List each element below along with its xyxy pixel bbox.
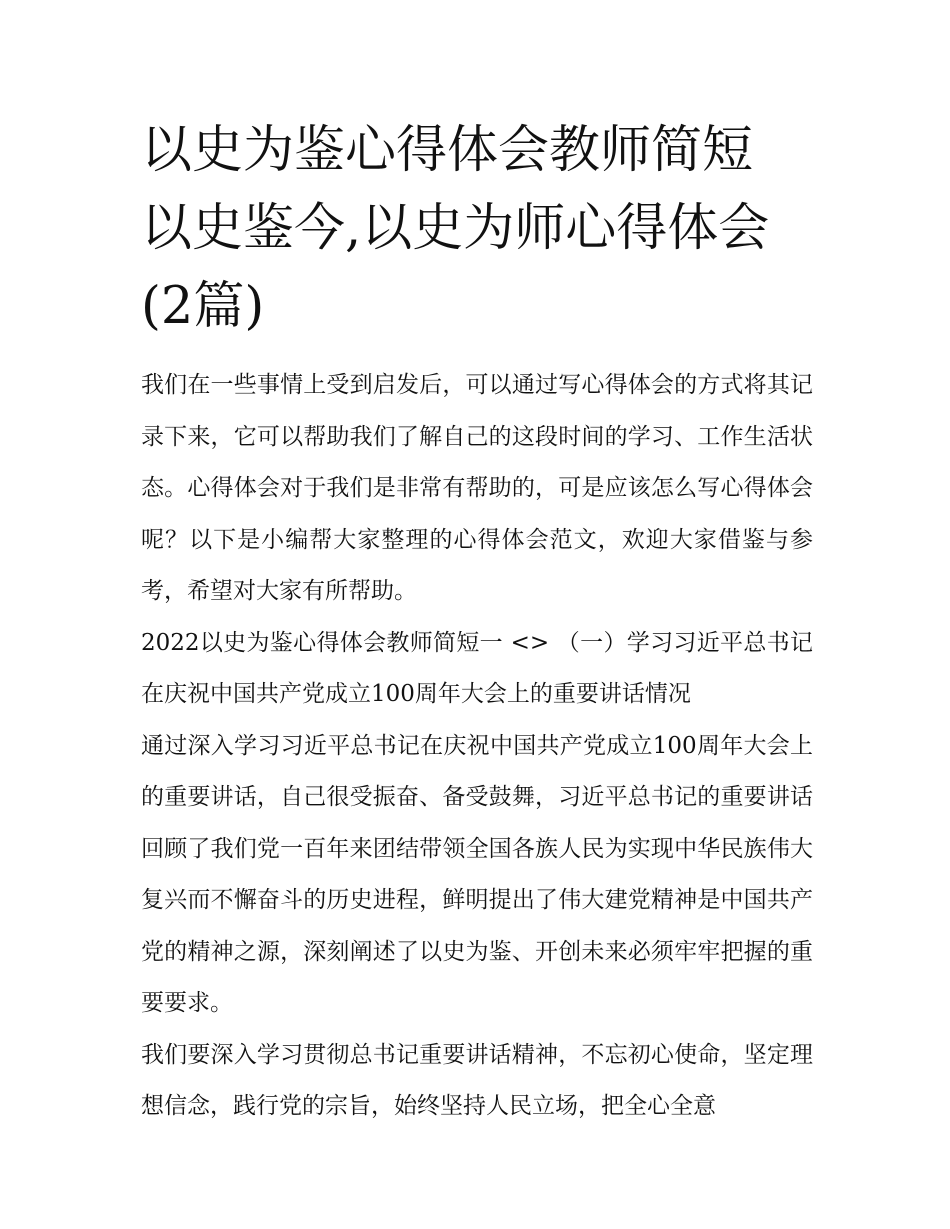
body-paragraph: 通过深入学习习近平总书记在庆祝中国共产党成立100周年大会上的重要讲话，自己很受振奋、备受鼓舞，习近平总书记的重要讲话回顾了我们党一百年来团结带领全国各族人民为实现中华民族伟大复兴而不懈奋斗的历史进程，鲜明提出了伟大建党精神是中国共产党的精神之源，深刻阐述了以史为鉴、开创未来必须牢牢把握的重要要求。 (141, 732, 813, 1016)
section-heading-paragraph: 2022以史为鉴心得体会教师简短一 <> （一）学习习近平总书记在庆祝中国共产党成立100周年大会上的重要讲话情况 (141, 629, 813, 707)
intro-paragraph: 我们在一些事情上受到启发后，可以通过写心得体会的方式将其记录下来，它可以帮助我们了解自己的这段时间的学习、工作生活状态。心得体会对于我们是非常有帮助的，可是应该怎么写心得体会呢？以下是小编帮大家整理的心得体会范文，欢迎大家借鉴与参考，希望对大家有所帮助。 (141, 372, 813, 604)
body-paragraph: 我们要深入学习贯彻总书记重要讲话精神，不忘初心使命，坚定理想信念，践行党的宗旨，始终坚持人民立场，把全心全意 (141, 1041, 813, 1119)
document-page (141, 112, 813, 1133)
document-title: 以史为鉴心得体会教师简短 以史鉴今,以史为师心得体会(2篇) (141, 121, 770, 336)
